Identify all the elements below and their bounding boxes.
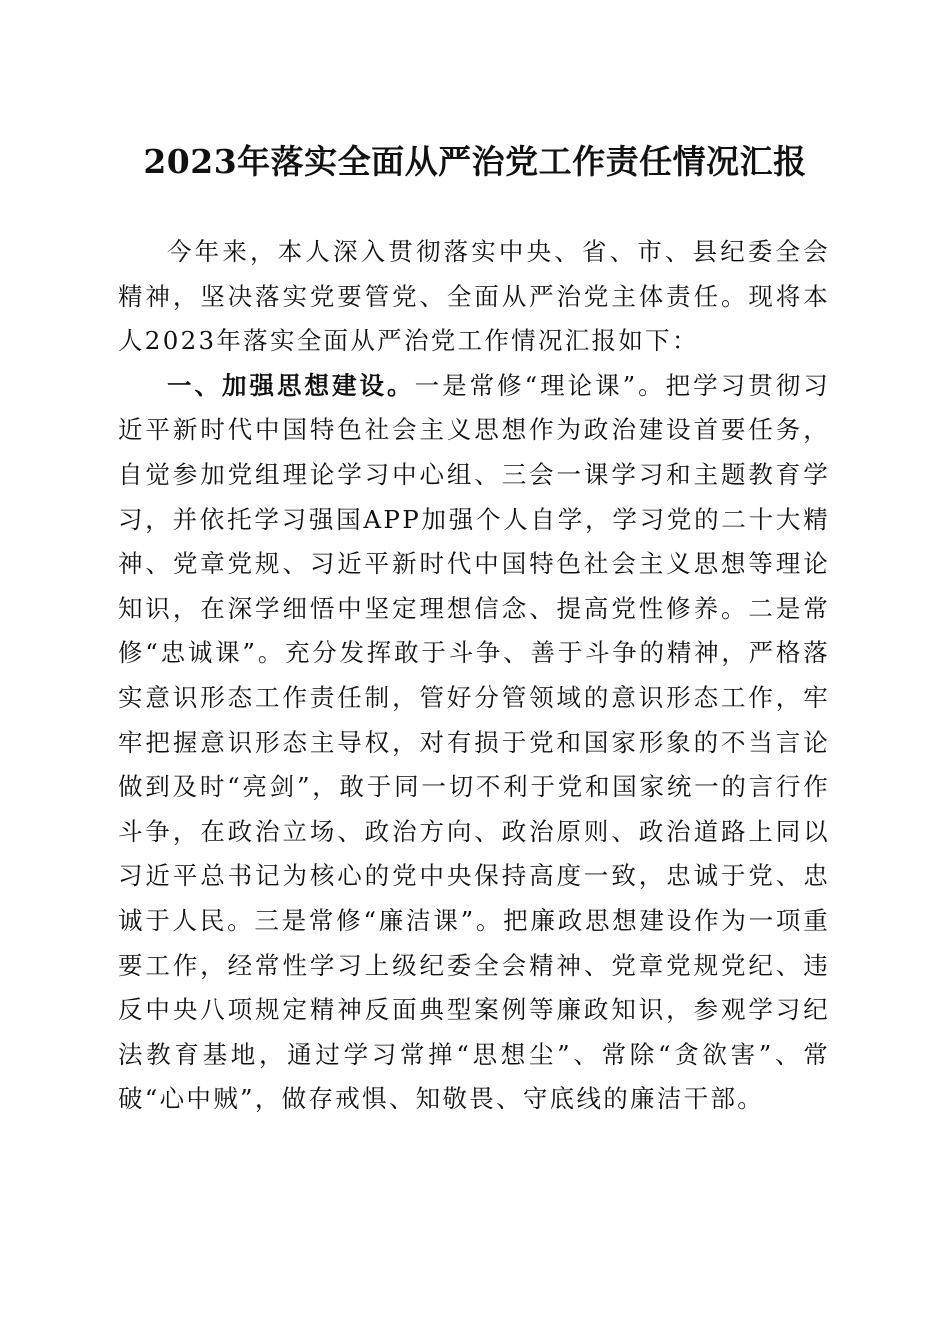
section-heading: 一、加强思想建设。 [167, 370, 415, 400]
document-title: 2023年落实全面从严治党工作责任情况汇报 [143, 142, 807, 181]
section-paragraph [118, 364, 830, 1122]
section-text: 一是常修“理论课”。把学习贯彻习近平新时代中国特色社会主义思想作为政治建设首要任务，自觉参加党组理论学习中心组、三会一课学习和主题教育学习，并依托学习强国APP加强个人自学，学习党的二十大精神、党章党规、习近平新时代中国特色社会主义思想等理论知识，在深学细悟中坚定理想信念、提高党性修养。二是常修“忠诚课”。充分发挥敢于斗争、善于斗争的精神，严格落实意识形态工作责任制，管好分管领域的意识形态工作，牢牢把握意识形态主导权，对有损于党和国家形象的不当言论做到及时“亮剑”，敢于同一切不利于党和国家统一的言行作斗争，在政治立场、政治方向、政治原则、政治道路上同以习近平总书记为核心的党中央保持高度一致，忠诚于党、忠诚于人民。三是常修“廉洁课”。把廉政思想建设作为一项重要工作，经常性学习上级纪委全会精神、党章党规党纪、违反中央八项规定精神反面典型案例等廉政知识，参观学习纪法教育基地，通过学习常掸“思想尘”、常除“贪欲害”、常破“心中贼”，做存戒惧、知敬畏、守底线的廉洁干部。 [118, 370, 830, 1114]
document-body [118, 230, 830, 1122]
intro-paragraph: 今年来，本人深入贯彻落实中央、省、市、县纪委全会精神，坚决落实党要管党、全面从严治党主体责任。现将本人2023年落实全面从严治党工作情况汇报如下： [118, 237, 830, 356]
